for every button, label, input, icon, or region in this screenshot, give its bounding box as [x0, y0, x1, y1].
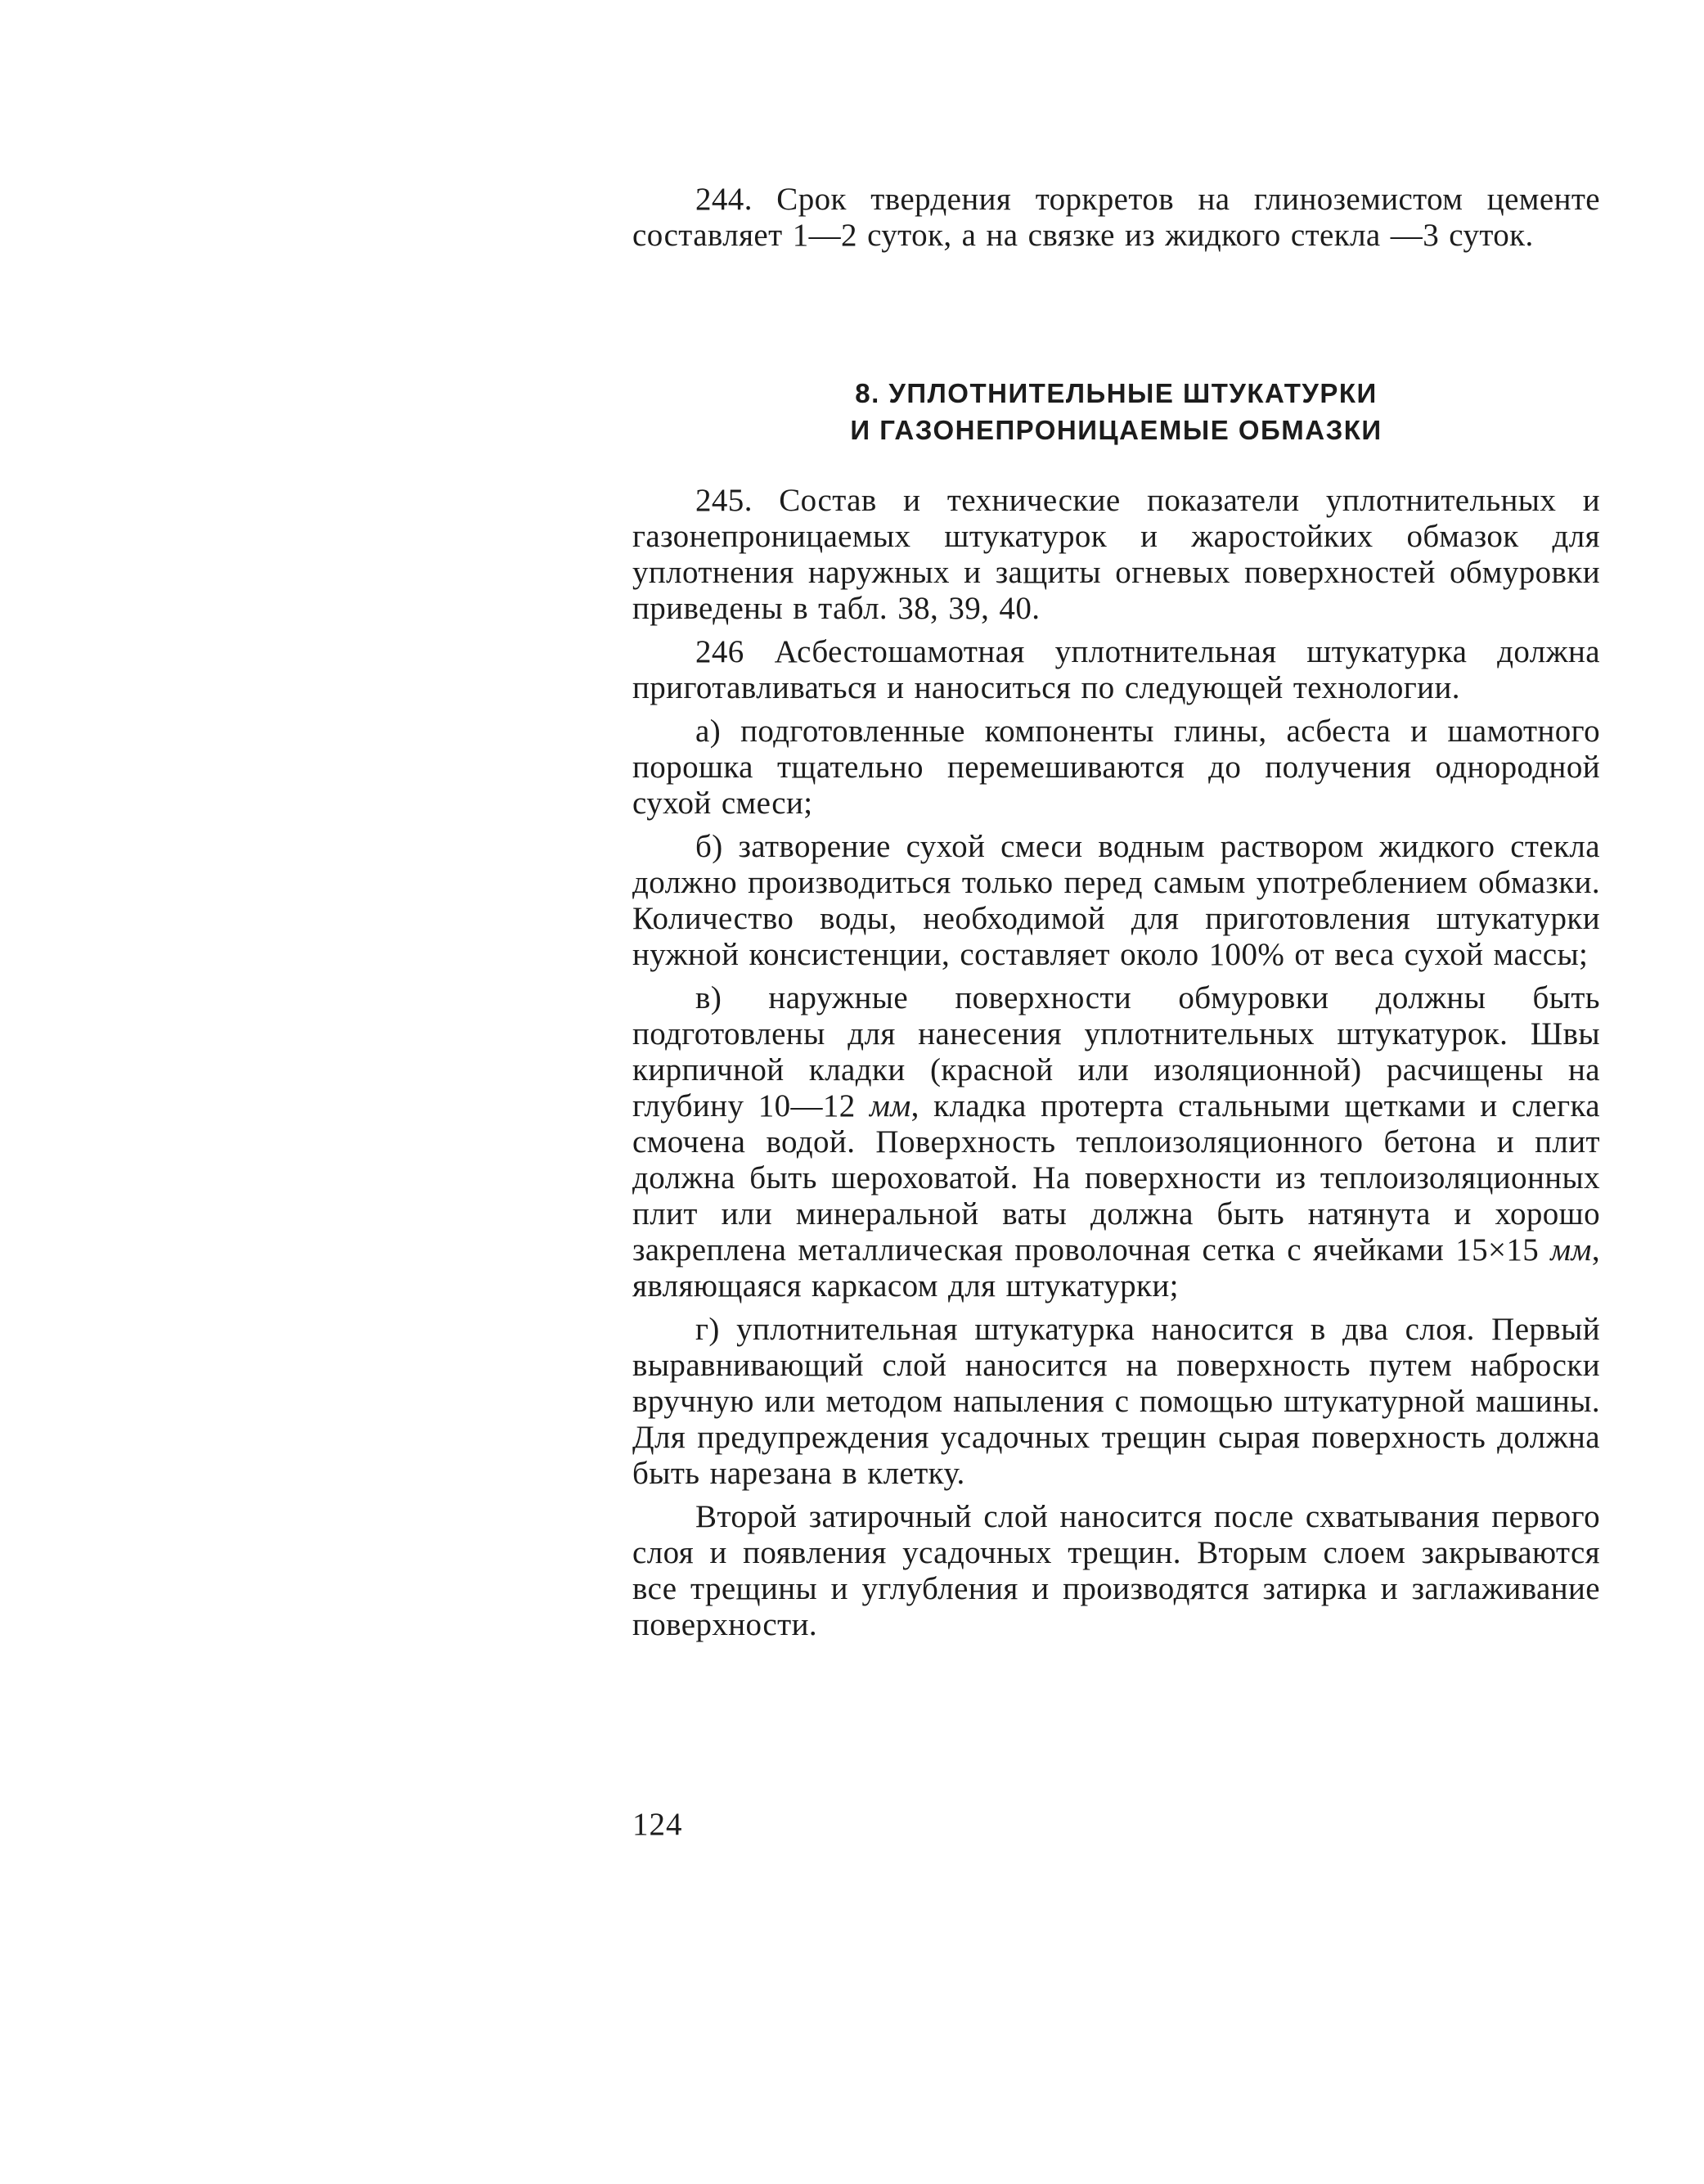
paragraph-gap — [632, 627, 1600, 634]
list-item-g: г) уплотнительная штукатурка наносится в два слоя. Первый выравнивающий слой наносится на поверхность путем наброски вручную или методом напыления с помощью штукатурной машины. Для предупреждения усадочных трещин сырая поверхность должна быть нарезана в клетку. — [632, 1312, 1600, 1491]
section-heading — [632, 375, 1600, 448]
list-item-v-text-2: , кладка протерта стальными щетками и слегка смочена водой. Поверхность теплоизоляционного бетона и плит должна быть шероховатой. На поверхности из теплоизоляционных плит или минеральной ваты должна быть натянута и хорошо закреплена металлическая проволочная сетка с ячейками 15×15 — [632, 1088, 1600, 1268]
list-item-v — [632, 980, 1600, 1304]
paragraph-gap — [632, 1304, 1600, 1312]
top-text-block — [632, 182, 1600, 254]
paragraph-gap — [632, 1492, 1600, 1499]
paragraph-245: 245. Состав и технические показатели уплотнительных и газонепроницаемых штукатурок и жаростойких обмазок для уплотнения наружных и защиты огневых поверхностей обмуровки приведены в табл. 38, 39, 40. — [632, 483, 1600, 626]
section-heading-line-1: 8. УПЛОТНИТЕЛЬНЫЕ ШТУКАТУРКИ — [855, 378, 1378, 408]
paragraph-gap — [632, 822, 1600, 829]
unit-mm: мм — [1550, 1232, 1592, 1268]
page-number: 124 — [632, 1807, 683, 1842]
list-item-v-text-3: , являющаяся каркасом для штукатурки; — [632, 1232, 1600, 1304]
paragraph-244: 244. Срок твердения торкретов на глиноземистом цементе составляет 1—2 суток, а на связке из жидкого стекла —3 суток. — [632, 182, 1600, 253]
list-item-v-text-1: в) наружные поверхности обмуровки должны быть подготовлены для нанесения уплотнительных штукатурок. Швы кирпичной кладки (красной или изоляционной) расчищены на глубину 10—12 — [632, 980, 1600, 1124]
section-body — [632, 483, 1600, 1643]
section-heading-line-2: И ГАЗОНЕПРОНИЦАЕМЫЕ ОБМАЗКИ — [850, 415, 1383, 445]
list-item-b: б) затворение сухой смеси водным раствором жидкого стекла должно производиться только перед самым употреблением обмазки. Количество воды, необходимой для приготовления штукатурки нужной консистенции, составляет около 100% от веса сухой массы; — [632, 829, 1600, 972]
paragraph-second-layer: Второй затирочный слой наносится после схватывания первого слоя и появления усадочных трещин. Вторым слоем закрываются все трещины и углубления и производятся затирка и заглаживание поверхности. — [632, 1499, 1600, 1642]
unit-mm: мм — [870, 1088, 911, 1124]
list-item-a: а) подготовленные компоненты глины, асбеста и шамотного порошка тщательно перемешиваются до получения однородной сухой смеси; — [632, 714, 1600, 821]
paragraph-246: 246 Асбестошамотная уплотнительная штукатурка должна приготавливаться и наноситься по следующей технологии. — [632, 634, 1600, 705]
paragraph-gap — [632, 973, 1600, 980]
paragraph-gap — [632, 706, 1600, 714]
